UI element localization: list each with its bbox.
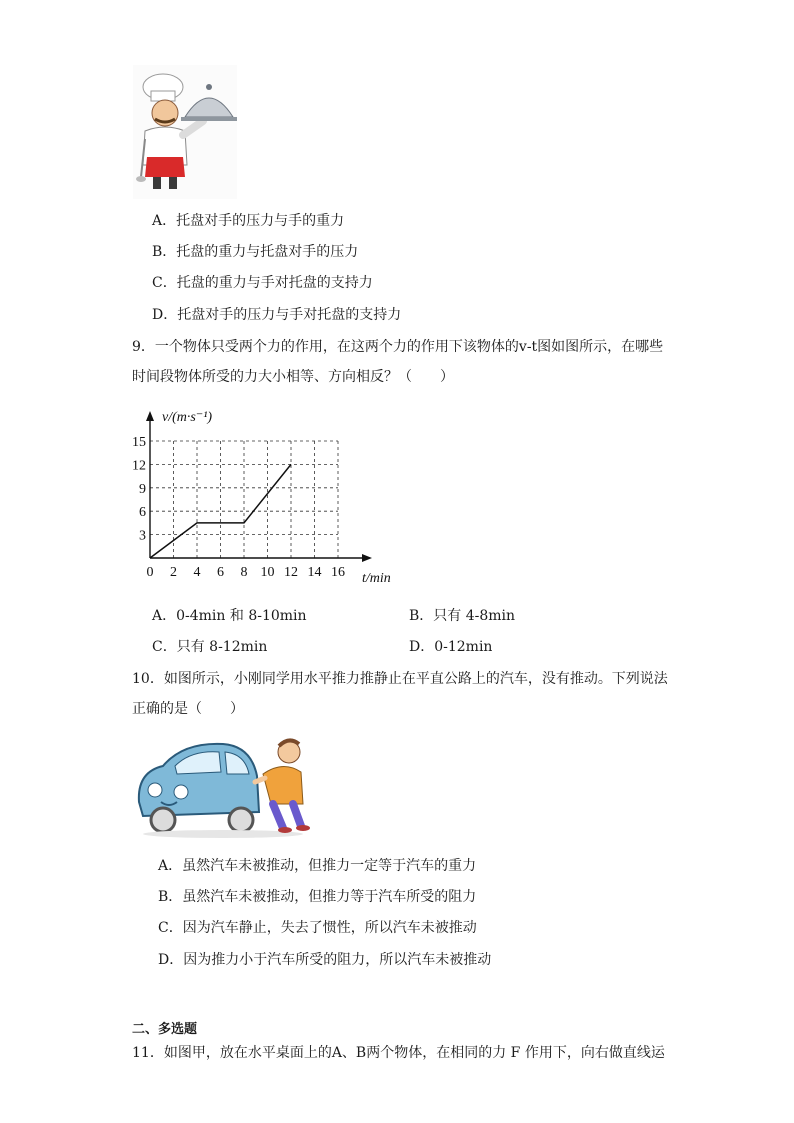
x-tick-label: 2 (170, 565, 177, 580)
q11-stem-line1: 11．如图甲，放在水平桌面上的A、B两个物体，在相同的力 F 作用下，向右做直线运 (132, 1045, 665, 1061)
x-tick-label: 10 (260, 565, 275, 580)
y-axis-label: v/(m·s⁻¹) (162, 410, 213, 425)
x-axis-label: t/min (362, 571, 391, 586)
q9-option-d: D．0-12min (409, 639, 493, 655)
x-tick-label: 8 (240, 565, 248, 580)
q10-option-c: C．因为汽车静止，失去了惯性，所以汽车未被推动 (158, 920, 477, 936)
q8-option-c: C．托盘的重力与手对托盘的支持力 (152, 275, 373, 291)
q9-option-a: A．0-4min 和 8-10min (152, 608, 307, 624)
q10-stem-line2: 正确的是（ ） (132, 701, 244, 717)
q8-option-d: D．托盘对手的压力与手对托盘的支持力 (152, 307, 402, 323)
velocity-time-chart (130, 400, 410, 595)
q10-stem-line1: 10．如图所示，小刚同学用水平推力推静止在平直公路上的汽车，没有推动。下列说法 (132, 671, 668, 687)
q9-stem-line2: 时间段物体所受的力大小相等、方向相反？（ ） (132, 369, 454, 385)
y-tick-label: 15 (132, 435, 146, 450)
q9-option-b: B．只有 4-8min (409, 608, 516, 624)
x-tick-label: 16 (331, 565, 345, 580)
y-tick-label: 9 (139, 481, 146, 497)
y-tick-label: 6 (139, 505, 146, 521)
x-tick-label: 4 (193, 565, 201, 580)
x-axis-arrow (362, 554, 372, 562)
chef-with-tray-image (133, 65, 237, 199)
q8-option-a: A．托盘对手的压力与手的重力 (152, 213, 345, 229)
y-tick-label: 3 (139, 528, 146, 544)
q9-option-c: C．只有 8-12min (152, 639, 268, 655)
boy-pushing-car-image (133, 732, 313, 840)
q9-stem-line1: 9．一个物体只受两个力的作用，在这两个力的作用下该物体的v-t图如图所示，在哪些 (132, 339, 664, 355)
q8-option-b: B．托盘的重力与托盘对手的压力 (152, 244, 359, 260)
q10-option-d: D．因为推力小于汽车所受的阻力，所以汽车未被推动 (158, 952, 492, 968)
y-tick-label: 12 (132, 458, 146, 474)
q10-option-b: B．虽然汽车未被推动，但推力等于汽车所受的阻力 (158, 889, 477, 905)
x-tick-label: 6 (217, 565, 224, 580)
q10-option-a: A．虽然汽车未被推动，但推力一定等于汽车的重力 (158, 858, 477, 874)
x-tick-label: 14 (307, 565, 322, 580)
x-tick-label: 12 (284, 565, 298, 580)
y-axis-arrow (146, 411, 154, 421)
section-heading-multiple-choice: 二、多选题 (132, 1022, 198, 1037)
x-tick-label: 0 (146, 565, 154, 580)
